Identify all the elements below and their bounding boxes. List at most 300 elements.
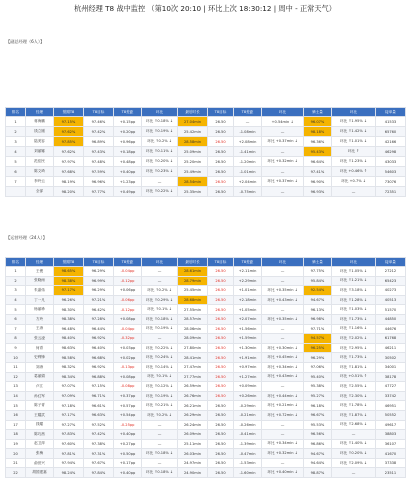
table-cell: 95.38% [304, 382, 332, 392]
table-row [6, 401, 406, 411]
table-cell: 环比 +0.43min ↓ [262, 372, 304, 382]
table-header [6, 108, 406, 117]
table-cell: 12 [6, 372, 26, 382]
table-cell: 96.71% [84, 391, 114, 401]
table-cell: 陈巧茜 [26, 430, 54, 440]
table-cell: 26.50 [208, 439, 234, 449]
table-cell: 97.62% [54, 147, 84, 157]
table-cell: +2.04min [234, 177, 262, 187]
table-cell: 27.77min [178, 372, 208, 382]
table-cell: 何青 [26, 343, 54, 353]
table-cell: 26.76min [178, 391, 208, 401]
table-cell: 环比 ↑1.81% ↓ [332, 362, 376, 372]
table-cell: +0.03pp [114, 343, 142, 353]
table-cell: -0.04pp [114, 267, 142, 277]
table-cell: +0.48pp [114, 157, 142, 167]
table-cell: 25.35min [178, 187, 208, 197]
table-cell: 环比 +0.45min ↓ [262, 353, 304, 363]
table-cell: 95.43% [304, 147, 332, 157]
column-header[interactable]: 环比 [142, 258, 178, 267]
table-row [6, 468, 406, 478]
table-cell: — [262, 382, 304, 392]
table-cell: 26.21min [178, 401, 208, 411]
table-cell: 22 [6, 468, 26, 478]
table-cell: 96.98% [304, 314, 332, 324]
table-cell: 97.28% [84, 314, 114, 324]
table-cell: 环比 +0.35min ↓ [262, 314, 304, 324]
table-cell: 26.50 [208, 324, 234, 334]
table-cell: 环比 ↑0.2% ↓ [142, 286, 178, 296]
column-header[interactable]: T8差距 [234, 258, 262, 267]
table-cell: 44850 [376, 314, 406, 324]
table-cell: -0.75min [234, 187, 262, 197]
table-cell: — [142, 458, 178, 468]
table-cell: 51570 [376, 305, 406, 315]
table-cell: 26.50 [208, 157, 234, 167]
column-header[interactable]: T8差距 [114, 108, 142, 117]
column-header[interactable]: 骑士量 [304, 258, 332, 267]
table-cell: 49617 [376, 420, 406, 430]
table-cell [6, 187, 26, 197]
table-cell: 28.68min [178, 295, 208, 305]
table-cell: +0.08pp [114, 314, 142, 324]
table-cell: +1.27min [234, 372, 262, 382]
table-cell: 96.26% [54, 295, 84, 305]
table-cell: 2 [6, 127, 26, 137]
table-cell: 98.38% [54, 276, 84, 286]
table-cell: 环比 ↑0.18% ↓ [142, 468, 178, 478]
table-cell: 50552 [376, 410, 406, 420]
deputy-manager-table [5, 107, 406, 197]
table-cell: 27.47min [178, 362, 208, 372]
column-header[interactable]: 接单量 [376, 258, 406, 267]
column-header[interactable]: 预期T8 [54, 258, 84, 267]
table-cell: 97.71% [304, 324, 332, 334]
table-cell: 26.50 [208, 410, 234, 420]
table-cell: 环比 ↑0.11% ↓ [142, 147, 178, 157]
table-cell: 环比 ↑0.19% ↓ [142, 127, 178, 137]
table-cell: +2.18min [234, 295, 262, 305]
table-cell: 97.77% [84, 187, 114, 197]
table-cell: 94.64% [304, 458, 332, 468]
table-cell: +0.06pp [114, 286, 142, 296]
table-cell: 98.58% [54, 353, 84, 363]
table-cell: 97.38% [84, 439, 114, 449]
table-cell: 96.68% [84, 353, 114, 363]
table-cell: 27.55min [178, 305, 208, 315]
table-cell: 46298 [376, 147, 406, 157]
table-cell: 环比 ↑1.40% ↓ [332, 439, 376, 449]
table-cell: 96.88% [84, 372, 114, 382]
table-cell: 环比 ↑1.23% ↓ [332, 157, 376, 167]
table-cell: +0.17pp [114, 458, 142, 468]
table-cell: 96.42% [84, 305, 114, 315]
table-cell: 97.46% [84, 117, 114, 127]
table-cell: 98.32% [54, 362, 84, 372]
table-cell: — [142, 276, 178, 286]
table-cell: 28.57min [178, 314, 208, 324]
table-cell: 19 [6, 439, 26, 449]
table-cell: +1.01min [234, 286, 262, 296]
table-cell: 65760 [376, 127, 406, 137]
ops-manager-table [5, 257, 406, 478]
table-cell: 61768 [376, 334, 406, 344]
column-header[interactable]: 最后时长 [178, 108, 208, 117]
table-cell: 54603 [376, 167, 406, 177]
table-cell: 28.09min [178, 334, 208, 344]
table-cell: 4 [6, 295, 26, 305]
table-row [6, 117, 406, 127]
table-cell: 26.24min [178, 420, 208, 430]
column-header[interactable]: 最后时长 [178, 258, 208, 267]
table-cell: 25.42min [178, 127, 208, 137]
table-cell: 张云凌 [26, 334, 54, 344]
table-cell: 97.62% [54, 127, 84, 137]
table-cell: 97.15% [54, 117, 84, 127]
table-cell: 97.67% [84, 458, 114, 468]
column-header[interactable]: 排名 [6, 108, 26, 117]
table-cell: — [142, 420, 178, 430]
table-cell: 96.18% [304, 401, 332, 411]
table-cell: 环比 ↑2.30% ↓ [332, 391, 376, 401]
column-header[interactable]: T8差距 [234, 108, 262, 117]
table-cell: -0.08pp [114, 382, 142, 392]
table-cell: -0.04pp [114, 324, 142, 334]
table-cell: — [142, 177, 178, 187]
table-cell: +2.29min [234, 276, 262, 286]
table-cell: 97.17% [54, 286, 84, 296]
table-cell: 环比 ↑1.01% ↓ [332, 137, 376, 147]
table-cell: 环比 ↑0.18% ↓ [142, 449, 178, 459]
table-cell: 26.09min [178, 430, 208, 440]
column-header[interactable]: 环比 [332, 258, 376, 267]
table-cell: -0.47min [234, 449, 262, 459]
table-cell: 25.45min [178, 286, 208, 296]
table-cell: 环比 ↑0.22% ↓ [142, 343, 178, 353]
table-cell: 26.50 [208, 276, 234, 286]
table-cell: 96.86% [304, 439, 332, 449]
table-cell: 环比 +0.32min ↓ [262, 449, 304, 459]
table-cell: 41670 [376, 449, 406, 459]
table-cell: 98.18% [304, 127, 332, 137]
table-cell: 环比 +0.30min ↓ [262, 343, 304, 353]
table-cell: 环比 ↑2.09% ↓ [332, 458, 376, 468]
table-cell: 98.65% [54, 267, 84, 277]
column-header[interactable]: 环比 [262, 108, 304, 117]
table-cell: — [262, 305, 304, 315]
table-cell: 环比 ↑0.21% ↓ [142, 401, 178, 411]
table-cell: 环比 ↑0.2% ↓ [142, 410, 178, 420]
table-cell: 陈文琦 [26, 167, 54, 177]
table-cell: 环比 ↑0.1% ↓ [142, 305, 178, 315]
table-cell: 27.80min [178, 343, 208, 353]
table-cell: 98.87% [304, 468, 332, 478]
table-cell: +0.49pp [114, 187, 142, 197]
table-cell: 26.50 [208, 420, 234, 430]
table-cell: +0.40pp [114, 468, 142, 478]
table-cell: 环比 +0.37min ↓ [262, 177, 304, 187]
table-cell: +0.96pp [114, 137, 142, 147]
table-cell: 96.67% [304, 410, 332, 420]
table-cell: 环比 ↑1.05% ↓ [332, 267, 376, 277]
table-cell: 96.29% [84, 286, 114, 296]
table-cell: 7 [6, 324, 26, 334]
table-cell: 环比 ↑3.18% ↓ [332, 286, 376, 296]
table-cell: — [332, 468, 376, 478]
table-cell: 李玲云 [26, 177, 54, 187]
table-cell: 42166 [376, 137, 406, 147]
table-cell: 环比 +0.21min ↓ [262, 401, 304, 411]
table-cell: 15 [6, 401, 26, 411]
table-cell: -0.12pp [114, 305, 142, 315]
table-cell: 97.83% [54, 430, 84, 440]
table-cell: 丁一凡 [26, 295, 54, 305]
table-cell: — [262, 127, 304, 137]
table-cell: 1 [6, 267, 26, 277]
table-cell: 26.50 [208, 187, 234, 197]
table-cell: 环比 ↑0.24% ↓ [142, 353, 178, 363]
table-cell: 蒋海鹏 [26, 117, 54, 127]
table-cell: 26.50 [208, 401, 234, 411]
table-cell: 94.67% [304, 295, 332, 305]
table-cell: 张晓雨 [26, 276, 54, 286]
table-cell: 95.40% [304, 372, 332, 382]
column-header[interactable]: T8目标 [208, 108, 234, 117]
table-row [6, 391, 406, 401]
table-cell: 38803 [376, 430, 406, 440]
table-cell: 环比 ↑2.55% ↓ [332, 382, 376, 392]
table-cell: +1.91min [234, 353, 262, 363]
table-cell: 环比 ↑1.42% ↓ [332, 127, 376, 137]
column-header[interactable]: 环比 [262, 258, 304, 267]
table-cell: 3 [6, 286, 26, 296]
table-cell: 97.42% [84, 430, 114, 440]
table-cell: 6 [6, 314, 26, 324]
table-cell: -0.25pp [114, 420, 142, 430]
table-cell: 环比 ↑0.12% ↓ [142, 382, 178, 392]
table-cell: -1.08min [234, 127, 262, 137]
table-cell: -1.39min [234, 439, 262, 449]
column-header[interactable]: 接单量 [376, 108, 406, 117]
table-cell: -1.01min [234, 167, 262, 177]
table-cell: 97.15% [84, 382, 114, 392]
table-cell: 40513 [376, 295, 406, 305]
table-cell: 98.24% [54, 468, 84, 478]
table-row [6, 187, 406, 197]
table-cell: 俞世兴 [26, 458, 54, 468]
table-cell: 环比 ↑1.16% ↓ [332, 324, 376, 334]
column-header[interactable]: 经理 [26, 258, 54, 267]
table-cell: 97.17% [54, 410, 84, 420]
table-cell: 28.79min [178, 276, 208, 286]
table-cell: 24.90min [178, 468, 208, 478]
table-cell: -0.21min [234, 410, 262, 420]
table-cell: 96.44% [84, 324, 114, 334]
table-cell: 1 [6, 117, 26, 127]
table-cell: -0.06pp [114, 295, 142, 305]
table-cell: 96.48% [54, 324, 84, 334]
table-cell: 96.89% [84, 137, 114, 147]
table-cell: 97.43% [84, 147, 114, 157]
table-cell: 97.42% [84, 127, 114, 137]
table-cell: 65423 [376, 276, 406, 286]
table-cell: +0.97min [234, 362, 262, 372]
table-cell: 97.60% [54, 439, 84, 449]
table-cell: -0.32pp [114, 334, 142, 344]
table-cell: 97.41% [304, 167, 332, 177]
table-cell: 环比 ↑1.73% ↓ [332, 353, 376, 363]
column-header[interactable]: 环比 [332, 108, 376, 117]
column-header[interactable]: T8目标 [208, 258, 234, 267]
table-cell: 26.50 [208, 334, 234, 344]
table-cell: 环比 ↑0.18% ↓ [142, 117, 178, 127]
table-cell: +1.56min [234, 324, 262, 334]
table-cell: 72351 [376, 187, 406, 197]
table-cell: 26.29min [178, 410, 208, 420]
table-cell: +1.30min [234, 343, 262, 353]
table-cell: 环比 +0.7% ↓ [332, 177, 376, 187]
table-cell: — [142, 430, 178, 440]
table-row [6, 362, 406, 372]
table-cell: 6 [6, 167, 26, 177]
table-row [6, 334, 406, 344]
table-cell: 环比 +0.35min ↓ [262, 286, 304, 296]
table-cell: 环比 ↑1.21% ↓ [332, 276, 376, 286]
table-cell: 95.84% [304, 276, 332, 286]
column-header[interactable]: 骑士量 [304, 108, 332, 117]
table-cell: 环比 ↑0.19% ↓ [142, 324, 178, 334]
table-cell: — [262, 276, 304, 286]
table-cell: 95.27% [304, 391, 332, 401]
table-cell: 26.50 [208, 167, 234, 177]
table-cell: 95.53% [304, 420, 332, 430]
table-cell: 97.75% [304, 267, 332, 277]
table-cell: 范佳民 [26, 157, 54, 167]
table-row [6, 276, 406, 286]
table-row [6, 267, 406, 277]
table-cell: 36107 [376, 439, 406, 449]
table-cell: 26.50 [208, 267, 234, 277]
table-cell: — [142, 439, 178, 449]
table-row [6, 410, 406, 420]
column-header[interactable]: 经理 [26, 108, 54, 117]
table-cell: 94.57% [304, 334, 332, 344]
table-cell: 96.64% [304, 157, 332, 167]
table-cell: 96.25% [304, 343, 332, 353]
table-cell: 92.54% [304, 286, 332, 296]
table-cell: — [262, 334, 304, 344]
table-cell: 刘丽娜 [26, 147, 54, 157]
table-cell: 26.50 [208, 137, 234, 147]
table-cell: 26.50 [208, 305, 234, 315]
table-cell: 26.50 [208, 382, 234, 392]
table-cell: 25.11min [178, 439, 208, 449]
table-cell: 11 [6, 362, 26, 372]
table-cell: +0.20pp [114, 127, 142, 137]
table-row [6, 458, 406, 468]
table-cell: -1.53min [234, 458, 262, 468]
table-cell: 环比 ↑1.73% ↓ [332, 314, 376, 324]
table-cell: 环比 ↑0.23% ↓ [142, 167, 178, 177]
table-cell: +1.59min [234, 334, 262, 344]
table-cell: +0.15pp [114, 117, 142, 127]
table-cell: 全部 [26, 187, 54, 197]
page-title: 杭州经理 T8 战中监控 （第10次 20:10 | 环比上次 18:30:12 | 周中 - 正常天气） [74, 4, 336, 13]
table-cell: 26.50 [208, 430, 234, 440]
table-cell: 环比 ↑ [332, 147, 376, 157]
table-cell: 46211 [376, 343, 406, 353]
table-cell: 环比 ↑2.95% ↓ [332, 343, 376, 353]
table-row [6, 353, 406, 363]
table-cell: 96.92% [84, 334, 114, 344]
table-cell: 28.06min [178, 324, 208, 334]
table-cell: 96.99% [84, 276, 114, 286]
table-cell: 26.50 [208, 117, 234, 127]
table-cell: 23511 [376, 468, 406, 478]
table-row [6, 167, 406, 177]
table-cell: 环比 +0.37min ↓ [262, 137, 304, 147]
column-header[interactable]: 排名 [6, 258, 26, 267]
table-cell: 96.90% [304, 177, 332, 187]
table-cell: 26.50 [208, 391, 234, 401]
table-row [6, 439, 406, 449]
table-cell: 环比 +0.46% ↑ [332, 167, 376, 177]
table-cell: 5 [6, 305, 26, 315]
table-cell: 16 [6, 410, 26, 420]
table-cell: 2 [6, 276, 26, 286]
table-header [6, 258, 406, 267]
table-cell: 94.67% [304, 449, 332, 459]
table-cell: -0.29min [234, 401, 262, 411]
table-cell: 26.50 [208, 295, 234, 305]
table-cell: 环比 ↑0.29% ↓ [142, 295, 178, 305]
table-cell: +0.27pp [114, 439, 142, 449]
table-cell: 王涛 [26, 324, 54, 334]
table-row [6, 382, 406, 392]
table-cell: 26.50 [208, 449, 234, 459]
table-cell: 26.50 [208, 372, 234, 382]
table-cell: +0.40pp [114, 167, 142, 177]
column-header[interactable]: T8目标 [84, 258, 114, 267]
table-cell: — [262, 324, 304, 334]
table-cell: — [262, 167, 304, 177]
table-cell: 20 [6, 449, 26, 459]
column-header[interactable]: 预期T8 [54, 108, 84, 117]
table-row [6, 137, 406, 147]
table-cell: 26.50 [208, 468, 234, 478]
table-cell: — [332, 430, 376, 440]
table-cell: 28.54min [178, 177, 208, 187]
table-cell: 钱耀 [26, 420, 54, 430]
table-row [6, 324, 406, 334]
table-cell: 98.19% [54, 177, 84, 187]
column-header[interactable]: T8目标 [84, 108, 114, 117]
table-row [6, 314, 406, 324]
table-cell: 环比 ↑0.20% ↓ [332, 449, 376, 459]
column-header[interactable]: 环比 [142, 108, 178, 117]
table-cell: 环比 +0.72min ↓ [262, 410, 304, 420]
table-cell: 孙红军 [26, 391, 54, 401]
table-cell: 96.56% [304, 430, 332, 440]
table-cell: 97.09% [54, 391, 84, 401]
table-cell: 环比 +0.34min ↓ [262, 439, 304, 449]
column-header[interactable]: T8差距 [114, 258, 142, 267]
table-cell: — [262, 430, 304, 440]
table-cell: 98.30% [54, 305, 84, 315]
table-cell: 王俊 [26, 267, 54, 277]
table-cell: +2.11min [234, 267, 262, 277]
table-cell: 97.31% [84, 449, 114, 459]
